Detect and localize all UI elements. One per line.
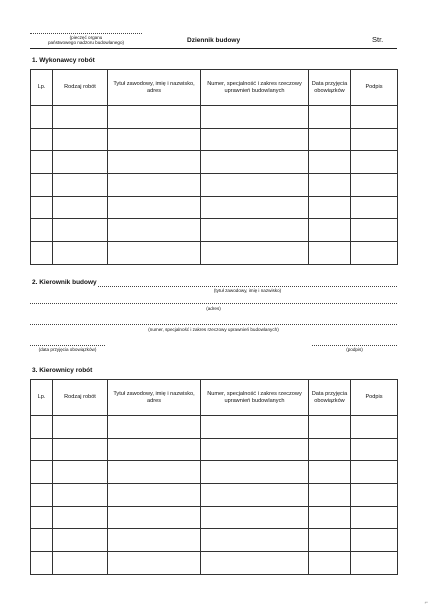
table-cell[interactable] xyxy=(53,461,108,484)
column-header-work-type: Rodzaj robót xyxy=(53,380,108,416)
table-row xyxy=(31,484,398,507)
table-cell[interactable] xyxy=(309,174,351,197)
table-cell[interactable] xyxy=(309,438,351,461)
header-divider xyxy=(30,48,397,49)
table-cell[interactable] xyxy=(201,529,309,552)
table-row xyxy=(31,506,398,529)
table-cell[interactable] xyxy=(309,529,351,552)
table-cell[interactable] xyxy=(31,552,53,575)
column-header-date: Data przyjęcia obowiązków xyxy=(309,70,351,106)
table-cell[interactable] xyxy=(201,484,309,507)
table-cell[interactable] xyxy=(108,552,201,575)
table-cell[interactable] xyxy=(108,151,201,174)
table-cell[interactable] xyxy=(31,484,53,507)
column-header-signature: Podpis xyxy=(351,70,398,106)
table-cell[interactable] xyxy=(108,416,201,439)
column-header-license: Numer, specjalność i zakres rzeczowy uprawnień budowlanych xyxy=(201,380,309,416)
caption-title-name: (tytuł zawodowy, imię i nazwisko) xyxy=(213,288,282,293)
table-cell[interactable] xyxy=(201,552,309,575)
table-cell[interactable] xyxy=(53,552,108,575)
table-cell[interactable] xyxy=(201,242,309,265)
table-cell[interactable] xyxy=(108,529,201,552)
document-title: Dziennik budowy xyxy=(187,37,241,44)
table-row xyxy=(31,219,398,242)
table-cell[interactable] xyxy=(201,174,309,197)
table-row xyxy=(31,128,398,151)
table-cell[interactable] xyxy=(108,106,201,129)
table-cell[interactable] xyxy=(309,461,351,484)
table-cell[interactable] xyxy=(309,196,351,219)
table-cell[interactable] xyxy=(31,174,53,197)
table-cell[interactable] xyxy=(351,416,398,439)
table-cell[interactable] xyxy=(53,242,108,265)
table-cell[interactable] xyxy=(108,242,201,265)
table-cell[interactable] xyxy=(31,219,53,242)
table-cell[interactable] xyxy=(31,438,53,461)
table-row xyxy=(31,106,398,129)
table-cell[interactable] xyxy=(201,461,309,484)
table-cell[interactable] xyxy=(201,128,309,151)
table-row xyxy=(31,461,398,484)
table-cell[interactable] xyxy=(31,461,53,484)
table-cell[interactable] xyxy=(201,151,309,174)
table-cell[interactable] xyxy=(53,506,108,529)
table-cell[interactable] xyxy=(53,416,108,439)
table-cell[interactable] xyxy=(108,438,201,461)
table-cell[interactable] xyxy=(309,242,351,265)
table-cell[interactable] xyxy=(351,461,398,484)
table-cell[interactable] xyxy=(351,174,398,197)
column-header-title-name-address: Tytuł zawodowy, imię i nazwisko, adres xyxy=(108,380,201,416)
caption-date: (data przyjęcia obowiązków) xyxy=(38,347,97,352)
table-cell[interactable] xyxy=(31,106,53,129)
table-row xyxy=(31,196,398,219)
section2-title: 2. Kierownik budowy xyxy=(32,279,97,286)
stamp-caption-line2: państwowego nadzoru budowlanego) xyxy=(47,40,125,46)
table-row xyxy=(31,416,398,439)
section1-title: 1. Wykonawcy robót xyxy=(32,57,95,64)
contractors-table xyxy=(30,69,398,265)
column-header-lp: Lp. xyxy=(31,70,53,106)
table-cell[interactable] xyxy=(53,128,108,151)
table-cell[interactable] xyxy=(108,506,201,529)
table-cell[interactable] xyxy=(309,506,351,529)
table-cell[interactable] xyxy=(309,106,351,129)
table-header-row xyxy=(31,70,398,106)
manager-name-line[interactable] xyxy=(98,286,397,287)
table-cell[interactable] xyxy=(351,242,398,265)
table-row xyxy=(31,242,398,265)
manager-date-line[interactable] xyxy=(30,345,105,346)
table-cell[interactable] xyxy=(31,151,53,174)
manager-address-line[interactable] xyxy=(30,303,397,304)
table-cell[interactable] xyxy=(351,151,398,174)
table-cell[interactable] xyxy=(108,174,201,197)
table-cell[interactable] xyxy=(31,506,53,529)
caption-signature: (podpis) xyxy=(346,347,363,352)
table-cell[interactable] xyxy=(53,151,108,174)
table-cell[interactable] xyxy=(351,106,398,129)
work-managers-table xyxy=(30,379,398,575)
table-cell[interactable] xyxy=(108,219,201,242)
column-header-date: Data przyjęcia obowiązków xyxy=(309,380,351,416)
corner-mark: ⌐ xyxy=(424,600,428,606)
manager-signature-line[interactable] xyxy=(312,345,397,346)
table-cell[interactable] xyxy=(201,106,309,129)
table-cell[interactable] xyxy=(108,461,201,484)
table-header-row xyxy=(31,380,398,416)
table-cell[interactable] xyxy=(53,174,108,197)
table-cell[interactable] xyxy=(53,106,108,129)
table-cell[interactable] xyxy=(31,196,53,219)
table-row xyxy=(31,552,398,575)
table-cell[interactable] xyxy=(351,506,398,529)
table-cell[interactable] xyxy=(351,219,398,242)
table-row xyxy=(31,529,398,552)
table-cell[interactable] xyxy=(108,484,201,507)
caption-address: (adres) xyxy=(206,306,221,311)
table-cell[interactable] xyxy=(53,219,108,242)
table-cell[interactable] xyxy=(309,151,351,174)
table-cell[interactable] xyxy=(351,196,398,219)
table-cell[interactable] xyxy=(351,484,398,507)
table-cell[interactable] xyxy=(108,128,201,151)
table-cell[interactable] xyxy=(201,506,309,529)
table-cell[interactable] xyxy=(31,242,53,265)
stamp-caption-line1: (pieczęć organu xyxy=(69,35,103,40)
manager-license-line[interactable] xyxy=(30,324,397,325)
column-header-signature: Podpis xyxy=(351,380,398,416)
table-cell[interactable] xyxy=(201,196,309,219)
table-row xyxy=(31,151,398,174)
column-header-work-type: Rodzaj robót xyxy=(53,70,108,106)
table-cell[interactable] xyxy=(53,196,108,219)
table-cell[interactable] xyxy=(351,438,398,461)
table-cell[interactable] xyxy=(351,529,398,552)
table-cell[interactable] xyxy=(309,484,351,507)
table-cell[interactable] xyxy=(309,128,351,151)
table-row xyxy=(31,438,398,461)
stamp-caption xyxy=(30,35,142,46)
table-cell[interactable] xyxy=(31,128,53,151)
table-cell[interactable] xyxy=(351,552,398,575)
column-header-title-name-address: Tytuł zawodowy, imię i nazwisko, adres xyxy=(108,70,201,106)
table-cell[interactable] xyxy=(31,416,53,439)
table-cell[interactable] xyxy=(201,416,309,439)
table-cell[interactable] xyxy=(309,416,351,439)
table-cell[interactable] xyxy=(108,196,201,219)
column-header-lp: Lp. xyxy=(31,380,53,416)
column-header-license: Numer, specjalność i zakres rzeczowy uprawnień budowlanych xyxy=(201,70,309,106)
table-cell[interactable] xyxy=(31,529,53,552)
table-row xyxy=(31,174,398,197)
table-cell[interactable] xyxy=(201,438,309,461)
section3-title: 3. Kierownicy robót xyxy=(32,367,93,374)
page-number-label: Str. xyxy=(372,35,384,44)
table-cell[interactable] xyxy=(309,219,351,242)
table-cell[interactable] xyxy=(309,552,351,575)
table-cell[interactable] xyxy=(53,484,108,507)
table-cell[interactable] xyxy=(53,529,108,552)
table-cell[interactable] xyxy=(53,438,108,461)
caption-license: (numer, specjalność i zakres rzeczowy uprawnień budowlanych) xyxy=(148,327,279,332)
stamp-line xyxy=(30,33,142,34)
table-cell[interactable] xyxy=(351,128,398,151)
table-cell[interactable] xyxy=(201,219,309,242)
